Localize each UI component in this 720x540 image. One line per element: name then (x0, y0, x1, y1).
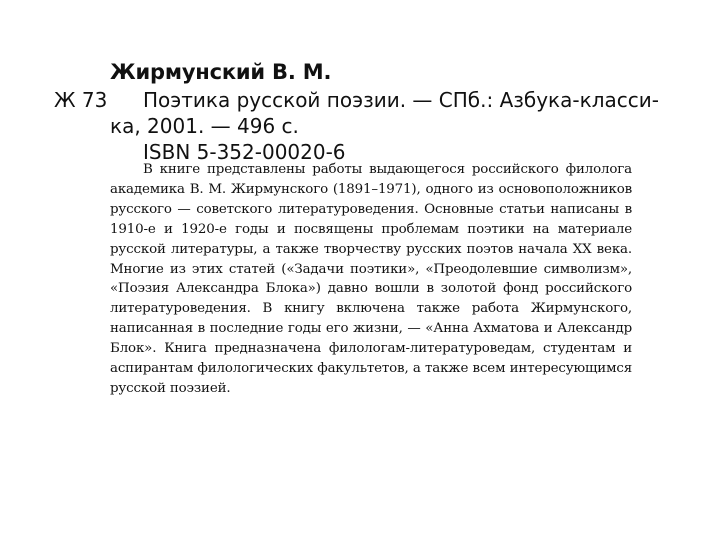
author-name: Жирмунский В. М. (110, 60, 332, 84)
book-abstract: В книге представлены работы выдающегося российского филолога академика В. М. Жирмунского (1891–1971), одного из основоположников русского — советского литературоведения. Основные статьи написаны в 1910-е и 1920-е годы и посвящены проблемам поэтики на материале русской литературы, а также творчеству русских поэтов начала XX века. Многие из этих статей («Задачи поэтики», «Преодолевшие символизм», «Поэзия Александра Блока») давно вошли в золотой фонд российского литературоведения. В книгу включена также работа Жирмунского, написанная в последние годы его жизни, — «Анна Ахматова и Александр Блок». Книга предназначена филологам-литературоведам, студентам и аспирантам филологических факультетов, а также всем интересующимся русской поэзией. (110, 162, 632, 396)
bibliographic-line-1: Поэтика русской поэзии. — СПб.: Азбука-класси- (143, 88, 659, 112)
shelf-mark: Ж 73 (54, 88, 108, 112)
isbn: ISBN 5-352-00020-6 (143, 140, 346, 164)
bibliographic-line-2: ка, 2001. — 496 с. (110, 114, 299, 138)
